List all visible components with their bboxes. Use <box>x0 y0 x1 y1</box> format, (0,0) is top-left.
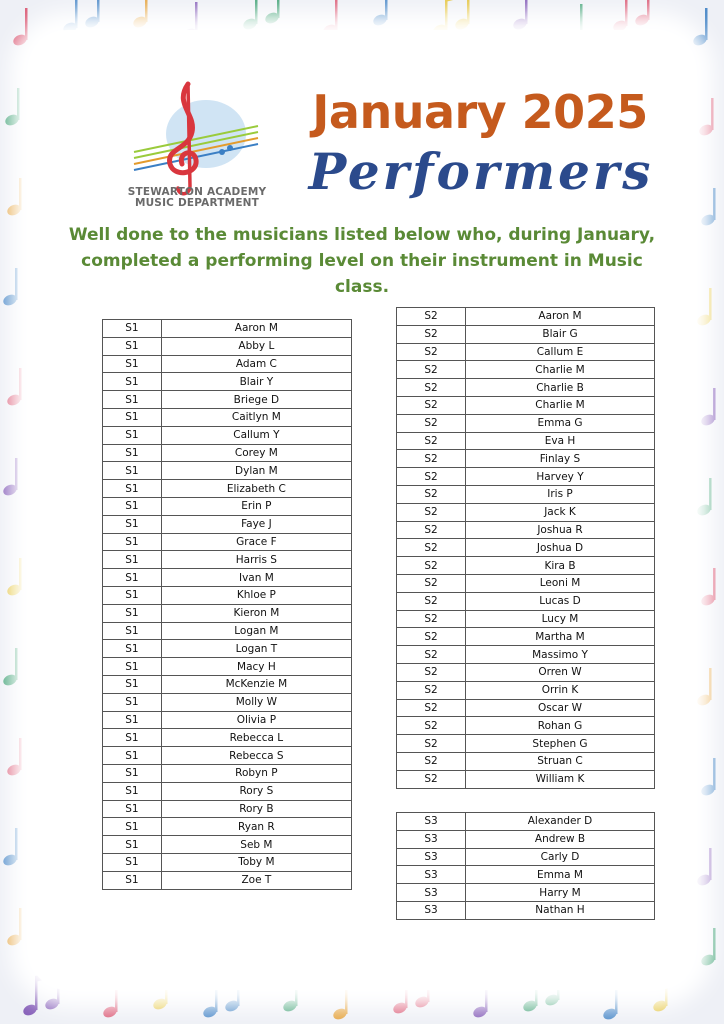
s2-performers-table <box>396 307 655 789</box>
student-name-cell: Faye J <box>161 515 351 533</box>
table-row <box>103 604 352 622</box>
table-row <box>397 610 655 628</box>
student-name-cell: Orren W <box>466 663 655 681</box>
table-row <box>397 752 655 770</box>
student-name-cell: Macy H <box>161 658 351 676</box>
student-name-cell: Robyn P <box>161 764 351 782</box>
year-cell: S2 <box>397 770 466 788</box>
page-subtitle: Performers <box>308 142 654 201</box>
table-row <box>103 426 352 444</box>
student-name-cell: Lucas D <box>466 592 655 610</box>
student-name-cell: Toby M <box>161 853 351 871</box>
year-cell: S2 <box>397 592 466 610</box>
student-name-cell: Struan C <box>466 752 655 770</box>
student-name-cell: Adam C <box>161 355 351 373</box>
table-row <box>397 884 655 902</box>
table-row <box>103 640 352 658</box>
s1-performers-table <box>102 319 352 890</box>
student-name-cell: Emma M <box>466 866 655 884</box>
year-cell: S1 <box>103 693 162 711</box>
year-cell: S1 <box>103 426 162 444</box>
table-row <box>397 770 655 788</box>
year-cell: S3 <box>397 901 466 919</box>
table-row <box>397 813 655 831</box>
student-name-cell: Kieron M <box>161 604 351 622</box>
table-row <box>103 551 352 569</box>
year-cell: S1 <box>103 515 162 533</box>
table-row <box>103 462 352 480</box>
table-row <box>397 379 655 397</box>
intro-line: completed a performing level on their instrument in Music class. <box>81 251 643 297</box>
student-name-cell: Khloe P <box>161 586 351 604</box>
year-cell: S2 <box>397 503 466 521</box>
year-cell: S1 <box>103 586 162 604</box>
year-cell: S1 <box>103 729 162 747</box>
student-name-cell: Molly W <box>161 693 351 711</box>
student-name-cell: Andrew B <box>466 830 655 848</box>
student-name-cell: Briege D <box>161 391 351 409</box>
student-name-cell: Rebecca L <box>161 729 351 747</box>
student-name-cell: Harris S <box>161 551 351 569</box>
student-name-cell: Logan T <box>161 640 351 658</box>
year-cell: S1 <box>103 497 162 515</box>
student-name-cell: Eva H <box>466 432 655 450</box>
year-cell: S1 <box>103 569 162 587</box>
table-row <box>103 320 352 338</box>
student-name-cell: Joshua D <box>466 539 655 557</box>
table-row <box>397 866 655 884</box>
student-name-cell: McKenzie M <box>161 675 351 693</box>
table-row <box>397 592 655 610</box>
year-cell: S1 <box>103 764 162 782</box>
table-row <box>103 622 352 640</box>
table-row <box>103 782 352 800</box>
student-name-cell: Blair G <box>466 325 655 343</box>
year-cell: S1 <box>103 800 162 818</box>
student-name-cell: Leoni M <box>466 574 655 592</box>
table-row <box>397 521 655 539</box>
table-row <box>397 396 655 414</box>
student-name-cell: Rebecca S <box>161 747 351 765</box>
table-row <box>397 901 655 919</box>
year-cell: S1 <box>103 747 162 765</box>
student-name-cell: Rohan G <box>466 717 655 735</box>
year-cell: S3 <box>397 813 466 831</box>
table-row <box>397 539 655 557</box>
year-cell: S2 <box>397 308 466 326</box>
year-cell: S1 <box>103 622 162 640</box>
year-cell: S1 <box>103 711 162 729</box>
year-cell: S2 <box>397 735 466 753</box>
year-cell: S2 <box>397 663 466 681</box>
table-row <box>103 693 352 711</box>
student-name-cell: Harry M <box>466 884 655 902</box>
year-cell: S1 <box>103 604 162 622</box>
student-name-cell: Aaron M <box>466 308 655 326</box>
student-name-cell: Stephen G <box>466 735 655 753</box>
student-name-cell: Kira B <box>466 557 655 575</box>
table-row <box>103 373 352 391</box>
year-cell: S2 <box>397 752 466 770</box>
student-name-cell: Joshua R <box>466 521 655 539</box>
student-name-cell: Ryan R <box>161 818 351 836</box>
table-row <box>103 800 352 818</box>
table-row <box>397 848 655 866</box>
year-cell: S2 <box>397 361 466 379</box>
student-name-cell: Orrin K <box>466 681 655 699</box>
year-cell: S2 <box>397 325 466 343</box>
year-cell: S1 <box>103 836 162 854</box>
student-name-cell: Dylan M <box>161 462 351 480</box>
table-row <box>397 557 655 575</box>
year-cell: S1 <box>103 444 162 462</box>
student-name-cell: Massimo Y <box>466 646 655 664</box>
year-cell: S1 <box>103 355 162 373</box>
intro-paragraph <box>60 222 664 300</box>
table-row <box>103 658 352 676</box>
year-cell: S1 <box>103 462 162 480</box>
year-cell: S2 <box>397 557 466 575</box>
s3-performers-table <box>396 812 655 920</box>
table-row <box>103 747 352 765</box>
student-name-cell: Blair Y <box>161 373 351 391</box>
intro-line: Well done to the musicians listed below who, during January, <box>68 225 656 245</box>
year-cell: S2 <box>397 574 466 592</box>
student-name-cell: Zoe T <box>161 871 351 889</box>
table-row <box>103 391 352 409</box>
table-row <box>103 853 352 871</box>
year-cell: S1 <box>103 818 162 836</box>
student-name-cell: Carly D <box>466 848 655 866</box>
table-row <box>103 675 352 693</box>
table-row <box>397 628 655 646</box>
year-cell: S2 <box>397 699 466 717</box>
table-row <box>397 646 655 664</box>
table-row <box>397 432 655 450</box>
student-name-cell: Aaron M <box>161 320 351 338</box>
student-name-cell: Harvey Y <box>466 468 655 486</box>
student-name-cell: Emma G <box>466 414 655 432</box>
student-name-cell: Grace F <box>161 533 351 551</box>
student-name-cell: Caitlyn M <box>161 408 351 426</box>
student-name-cell: Lucy M <box>466 610 655 628</box>
table-row <box>103 711 352 729</box>
student-name-cell: Charlie B <box>466 379 655 397</box>
student-name-cell: Rory S <box>161 782 351 800</box>
table-row <box>397 485 655 503</box>
year-cell: S2 <box>397 468 466 486</box>
student-name-cell: Erin P <box>161 497 351 515</box>
table-row <box>103 515 352 533</box>
year-cell: S2 <box>397 396 466 414</box>
student-name-cell: Nathan H <box>466 901 655 919</box>
year-cell: S1 <box>103 408 162 426</box>
table-row <box>103 569 352 587</box>
year-cell: S2 <box>397 717 466 735</box>
year-cell: S1 <box>103 853 162 871</box>
table-row <box>397 699 655 717</box>
table-row <box>397 450 655 468</box>
year-cell: S1 <box>103 551 162 569</box>
table-row <box>397 574 655 592</box>
table-row <box>397 830 655 848</box>
year-cell: S2 <box>397 485 466 503</box>
table-row <box>103 729 352 747</box>
student-name-cell: Logan M <box>161 622 351 640</box>
year-cell: S1 <box>103 320 162 338</box>
year-cell: S2 <box>397 379 466 397</box>
table-row <box>103 444 352 462</box>
table-row <box>103 480 352 498</box>
year-cell: S3 <box>397 866 466 884</box>
table-row <box>103 818 352 836</box>
year-cell: S2 <box>397 681 466 699</box>
table-row <box>103 497 352 515</box>
student-name-cell: Corey M <box>161 444 351 462</box>
student-name-cell: Jack K <box>466 503 655 521</box>
student-name-cell: Charlie M <box>466 396 655 414</box>
table-row <box>103 355 352 373</box>
table-row <box>103 337 352 355</box>
year-cell: S1 <box>103 782 162 800</box>
student-name-cell: Oscar W <box>466 699 655 717</box>
table-row <box>103 764 352 782</box>
student-name-cell: Seb M <box>161 836 351 854</box>
year-cell: S2 <box>397 521 466 539</box>
table-row <box>397 681 655 699</box>
year-cell: S1 <box>103 373 162 391</box>
student-name-cell: Callum E <box>466 343 655 361</box>
year-cell: S2 <box>397 432 466 450</box>
year-cell: S3 <box>397 848 466 866</box>
student-name-cell: Martha M <box>466 628 655 646</box>
table-row <box>397 735 655 753</box>
student-name-cell: Iris P <box>466 485 655 503</box>
year-cell: S3 <box>397 884 466 902</box>
student-name-cell: Charlie M <box>466 361 655 379</box>
table-row <box>397 717 655 735</box>
student-name-cell: Abby L <box>161 337 351 355</box>
year-cell: S2 <box>397 414 466 432</box>
table-row <box>103 586 352 604</box>
student-name-cell: Olivia P <box>161 711 351 729</box>
table-row <box>397 343 655 361</box>
year-cell: S1 <box>103 675 162 693</box>
student-name-cell: Rory B <box>161 800 351 818</box>
year-cell: S2 <box>397 628 466 646</box>
table-row <box>103 408 352 426</box>
student-name-cell: Elizabeth C <box>161 480 351 498</box>
page-title: January 2025 <box>312 85 648 139</box>
year-cell: S2 <box>397 450 466 468</box>
table-row <box>397 503 655 521</box>
year-cell: S1 <box>103 391 162 409</box>
year-cell: S3 <box>397 830 466 848</box>
year-cell: S1 <box>103 480 162 498</box>
department-logo-text: STEWARTON ACADEMY MUSIC DEPARTMENT <box>127 186 267 209</box>
student-name-cell: Finlay S <box>466 450 655 468</box>
table-row <box>397 361 655 379</box>
year-cell: S2 <box>397 343 466 361</box>
student-name-cell: Ivan M <box>161 569 351 587</box>
table-row <box>103 871 352 889</box>
student-name-cell: William K <box>466 770 655 788</box>
table-row <box>397 308 655 326</box>
year-cell: S1 <box>103 640 162 658</box>
table-row <box>103 836 352 854</box>
table-row <box>397 468 655 486</box>
year-cell: S2 <box>397 646 466 664</box>
table-row <box>397 325 655 343</box>
year-cell: S1 <box>103 533 162 551</box>
student-name-cell: Alexander D <box>466 813 655 831</box>
year-cell: S1 <box>103 871 162 889</box>
year-cell: S1 <box>103 337 162 355</box>
year-cell: S2 <box>397 539 466 557</box>
year-cell: S2 <box>397 610 466 628</box>
year-cell: S1 <box>103 658 162 676</box>
table-row <box>397 663 655 681</box>
table-row <box>103 533 352 551</box>
table-row <box>397 414 655 432</box>
student-name-cell: Callum Y <box>161 426 351 444</box>
